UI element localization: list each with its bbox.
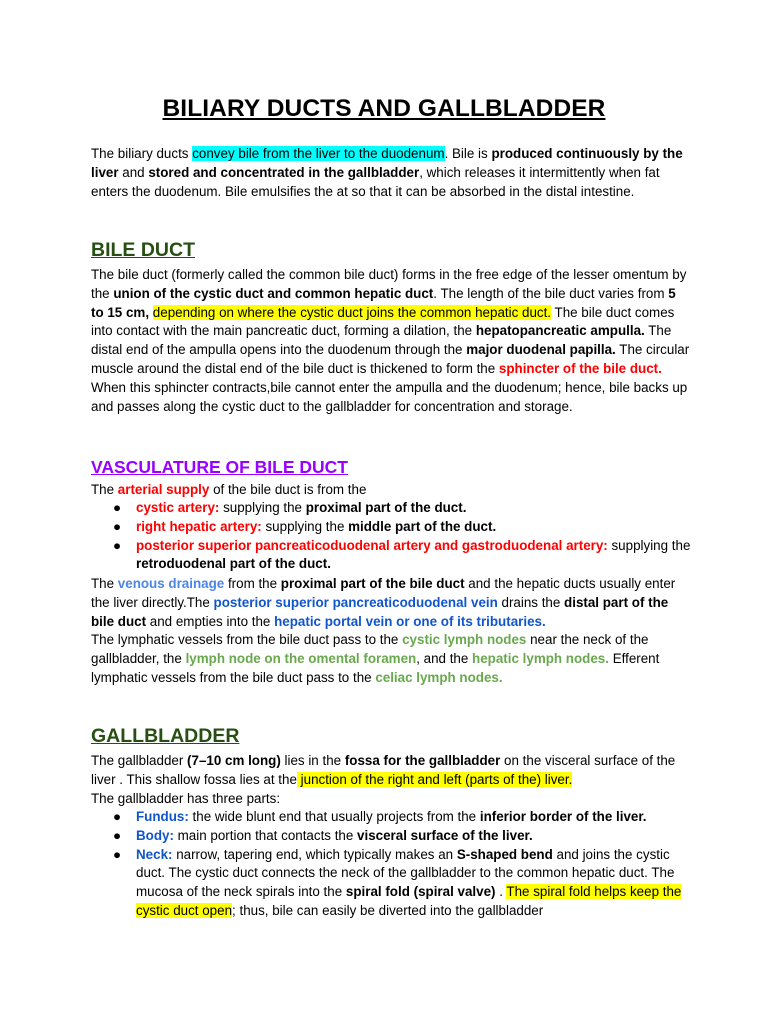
highlighted-text: depending on where the cystic duct joins the common hepatic duct. [152, 304, 552, 320]
section-heading-vasculature: VASCULATURE OF BILE DUCT [91, 457, 348, 477]
intro-paragraph [91, 145, 691, 201]
bold-text: fossa for the gallbladder [344, 753, 501, 768]
text-run: . The length of the bile duct varies from [433, 285, 669, 301]
red-text: sphincter of the bile duct. [498, 360, 662, 376]
gallbladder-paragraph [91, 752, 691, 790]
bile-duct-paragraph [91, 266, 691, 416]
highlighted-text: convey bile from the liver to the duodenum [192, 146, 445, 161]
bold-text: inferior border of the liver. [479, 809, 647, 824]
text-run: supplying the [607, 537, 691, 553]
list-item [91, 537, 691, 575]
bold-text: spiral fold (spiral valve) [345, 884, 496, 900]
red-text: arterial supply [117, 482, 210, 497]
bold-text: 5 to 15 cm, [91, 285, 676, 320]
bold-text: distal part of the bile duct [91, 594, 669, 629]
text-run: supplying the [219, 500, 306, 515]
text-run: Efferent lymphatic vessels from the bile duct pass to the [91, 650, 660, 685]
list-item [91, 499, 691, 518]
text-run: The bile duct comes into contact with the main pancreatic duct, forming a dilation, the [91, 304, 675, 339]
bullet-icon: ● [113, 537, 122, 553]
red-text: cystic artery: [136, 500, 220, 515]
highlighted-text: junction of the right and left (parts of the) liver. [296, 771, 573, 787]
red-text: posterior superior pancreaticoduodenal artery and gastroduodenal artery: [136, 537, 608, 553]
bold-text: union of the cystic duct and common hepatic duct [113, 285, 434, 301]
bold-text: proximal part of the bile duct [280, 576, 465, 591]
green-text: celiac lymph nodes. [375, 669, 503, 685]
text-run: The gallbladder [91, 753, 188, 768]
bold-text: hepatopancreatic ampulla. [475, 323, 645, 339]
text-run: . [495, 884, 507, 900]
bold-text: stored and concentrated in the gallbladder [148, 164, 420, 180]
text-run: , and the [416, 650, 473, 666]
text-run: supplying the [261, 518, 349, 534]
text-run: of the bile duct is from the [209, 482, 367, 497]
text-run: from the [224, 576, 281, 591]
bold-text: retroduodenal part of the duct. [136, 556, 331, 572]
bold-text: S-shaped bend [456, 846, 553, 862]
text-run: The [91, 576, 118, 591]
bullet-icon: ● [113, 518, 122, 534]
green-text: hepatic lymph nodes. [472, 650, 609, 666]
bullet-icon: ● [113, 846, 122, 862]
text-run: ; thus, bile can easily be diverted into the gallbladder [232, 902, 544, 918]
text-run: and the hepatic ducts usually enter the liver directly.The [91, 576, 676, 610]
text-run: narrow, tapering end, which typically makes an [172, 846, 457, 862]
blue-text: posterior superior pancreaticoduodenal vein [213, 594, 498, 610]
bold-text: major duodenal papilla. [466, 342, 616, 358]
text-run: drains the [497, 594, 565, 610]
blue-text: Fundus: [136, 809, 189, 824]
text-run: . Bile is [444, 146, 492, 161]
blue-text: Body: [136, 827, 174, 843]
section-heading-gallbladder: GALLBLADDER [91, 725, 240, 747]
text-run: , which releases it intermittently when fat enters the duodenum. Bile emulsifies the at so that it can be absorbed in the distal intestine. [91, 164, 660, 199]
section-heading-bile-duct: BILE DUCT [91, 239, 195, 261]
bold-text: middle part of the duct. [348, 518, 497, 534]
text-run: The circular muscle around the distal end of the bile duct is thickened to form the [91, 342, 690, 376]
blue-text: hepatic portal vein or one of its tributaries. [274, 613, 546, 629]
artery-list [91, 499, 691, 574]
highlighted-text: The spiral fold helps keep the cystic duct open [136, 884, 682, 918]
text-run: on the visceral surface of the liver . This shallow fossa lies at the [91, 753, 676, 787]
text-run: and empties into the [146, 613, 275, 629]
lymph-paragraph [91, 631, 691, 687]
green-text: lymph node on the omental foramen [185, 650, 417, 666]
venous-paragraph [91, 575, 691, 631]
text-run: The distal end of the ampulla opens into the duodenum through the [91, 323, 672, 358]
text-run: main portion that contacts the [173, 827, 358, 843]
text-run: near the neck of the gallbladder, the [91, 632, 649, 666]
blue-text: venous drainage [117, 576, 225, 591]
bullet-icon: ● [113, 809, 122, 824]
bold-text: produced continuously by the liver [91, 146, 683, 180]
text-run: the wide blunt end that usually projects from the [188, 809, 480, 824]
gallbladder-parts-intro: The gallbladder has three parts: [91, 791, 281, 806]
blue-text: Neck: [136, 846, 173, 862]
bullet-icon: ● [113, 827, 122, 843]
text-run: and [118, 164, 149, 180]
green-text: cystic lymph nodes [402, 632, 527, 647]
text-run: The lymphatic vessels from the bile duct pass to the [91, 632, 403, 647]
page-title: BILIARY DUCTS AND GALLBLADDER [162, 95, 606, 122]
text-run: and joins the cystic duct. The cystic duct connects the neck of the gallbladder to the common hepatic duct. The mucosa of the neck spirals into the [136, 846, 675, 900]
text-run: When this sphincter contracts,bile cannot enter the ampulla and the duodenum; hence, bile backs up and passes along the cystic duct to the gallbladder for concentration and storage. [91, 379, 688, 414]
list-item [91, 827, 691, 846]
bold-text: proximal part of the duct. [305, 500, 467, 515]
text-run: The [91, 482, 118, 497]
bold-text: (7–10 cm long) [187, 753, 281, 768]
arterial-intro [91, 481, 691, 500]
bullet-icon: ● [113, 500, 122, 515]
text-run: The biliary ducts [91, 146, 193, 161]
gallbladder-parts-list [91, 808, 691, 921]
list-item [91, 808, 691, 827]
list-item [91, 518, 691, 537]
list-item [91, 846, 691, 921]
text-run: The bile duct (formerly called the common bile duct) forms in the free edge of the lesser omentum by the [91, 267, 687, 301]
red-text: right hepatic artery: [136, 518, 262, 534]
bold-text: visceral surface of the liver. [357, 827, 533, 843]
text-run: lies in the [280, 753, 345, 768]
